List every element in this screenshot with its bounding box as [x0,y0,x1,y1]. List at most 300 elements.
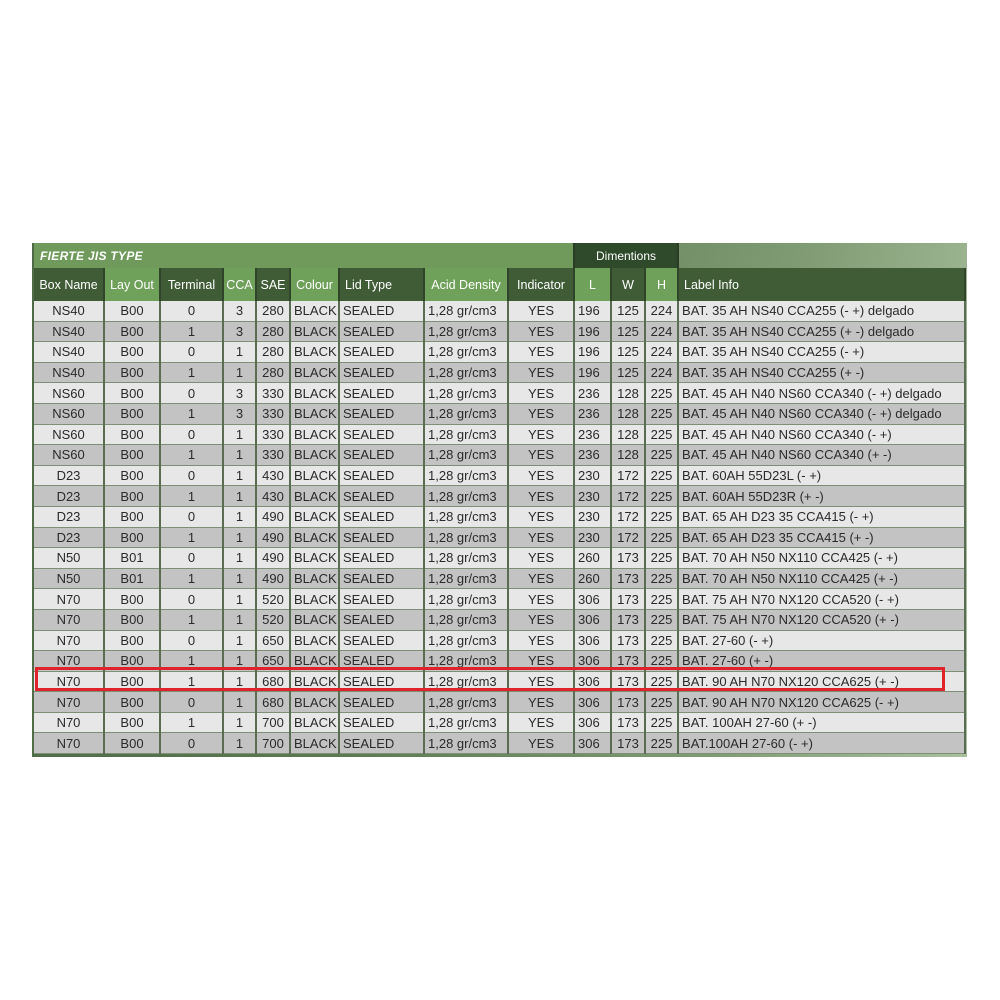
cell-colour: BLACK [290,609,339,630]
col-header-l: L [574,268,611,301]
table-row [34,506,965,527]
cell-height: 224 [645,362,678,383]
cell-acid-density: 1,28 gr/cm3 [424,321,508,342]
cell-lid-type: SEALED [339,486,424,507]
table-row [34,362,965,383]
cell-box-name: N70 [34,671,104,692]
cell-colour: BLACK [290,362,339,383]
cell-lid-type: SEALED [339,465,424,486]
cell-label-info: BAT. 75 AH N70 NX120 CCA520 (+ -) [678,609,965,630]
cell-sae: 700 [256,733,290,754]
cell-cca: 1 [223,692,256,713]
cell-box-name: N70 [34,733,104,754]
cell-lid-type: SEALED [339,506,424,527]
cell-acid-density: 1,28 gr/cm3 [424,733,508,754]
cell-acid-density: 1,28 gr/cm3 [424,445,508,466]
cell-label-info: BAT. 45 AH N40 NS60 CCA340 (- +) delgado [678,403,965,424]
cell-length: 236 [574,445,611,466]
cell-colour: BLACK [290,589,339,610]
cell-box-name: NS60 [34,383,104,404]
cell-indicator: YES [508,589,574,610]
cell-colour: BLACK [290,403,339,424]
cell-sae: 490 [256,527,290,548]
cell-width: 173 [611,630,645,651]
cell-length: 196 [574,362,611,383]
table-row [34,651,965,672]
cell-lay-out: B00 [104,712,160,733]
cell-colour: BLACK [290,712,339,733]
cell-box-name: D23 [34,486,104,507]
cell-cca: 1 [223,506,256,527]
cell-width: 172 [611,486,645,507]
cell-box-name: N70 [34,651,104,672]
cell-terminal: 0 [160,465,223,486]
cell-indicator: YES [508,486,574,507]
cell-acid-density: 1,28 gr/cm3 [424,671,508,692]
cell-width: 172 [611,527,645,548]
cell-height: 225 [645,527,678,548]
cell-colour: BLACK [290,465,339,486]
cell-sae: 680 [256,692,290,713]
cell-width: 128 [611,383,645,404]
cell-box-name: N70 [34,712,104,733]
table-row [34,321,965,342]
table-row [34,568,965,589]
cell-sae: 280 [256,342,290,363]
cell-box-name: N70 [34,630,104,651]
cell-indicator: YES [508,548,574,569]
cell-acid-density: 1,28 gr/cm3 [424,424,508,445]
cell-height: 225 [645,589,678,610]
cell-box-name: N50 [34,568,104,589]
cell-length: 196 [574,342,611,363]
cell-indicator: YES [508,692,574,713]
header-row [34,268,965,301]
cell-terminal: 0 [160,506,223,527]
cell-lid-type: SEALED [339,383,424,404]
cell-label-info: BAT. 60AH 55D23R (+ -) [678,486,965,507]
cell-width: 128 [611,445,645,466]
cell-acid-density: 1,28 gr/cm3 [424,486,508,507]
cell-length: 306 [574,630,611,651]
cell-lay-out: B00 [104,733,160,754]
cell-box-name: NS40 [34,362,104,383]
cell-colour: BLACK [290,445,339,466]
cell-length: 306 [574,712,611,733]
cell-width: 173 [611,671,645,692]
cell-lay-out: B00 [104,486,160,507]
col-header-label-info: Label Info [678,268,965,301]
cell-length: 230 [574,527,611,548]
cell-lid-type: SEALED [339,568,424,589]
cell-terminal: 1 [160,712,223,733]
cell-terminal: 0 [160,342,223,363]
cell-length: 196 [574,321,611,342]
cell-cca: 3 [223,321,256,342]
cell-colour: BLACK [290,671,339,692]
cell-terminal: 0 [160,383,223,404]
cell-acid-density: 1,28 gr/cm3 [424,630,508,651]
cell-cca: 1 [223,712,256,733]
table-row [34,342,965,363]
cell-lid-type: SEALED [339,362,424,383]
cell-lid-type: SEALED [339,301,424,321]
cell-lay-out: B00 [104,301,160,321]
cell-label-info: BAT. 60AH 55D23L (- +) [678,465,965,486]
cell-label-info: BAT. 35 AH NS40 CCA255 (- +) [678,342,965,363]
cell-colour: BLACK [290,692,339,713]
cell-cca: 1 [223,548,256,569]
cell-width: 128 [611,403,645,424]
cell-width: 125 [611,362,645,383]
cell-width: 173 [611,548,645,569]
table-row [34,548,965,569]
col-header-acid-density: Acid Density [424,268,508,301]
cell-colour: BLACK [290,568,339,589]
cell-height: 224 [645,321,678,342]
table-row [34,465,965,486]
cell-length: 230 [574,465,611,486]
cell-indicator: YES [508,321,574,342]
col-header-indicator: Indicator [508,268,574,301]
cell-sae: 330 [256,445,290,466]
cell-acid-density: 1,28 gr/cm3 [424,609,508,630]
battery-table [34,243,966,754]
cell-lay-out: B01 [104,548,160,569]
table-row [34,527,965,548]
cell-length: 260 [574,568,611,589]
col-header-box-name: Box Name [34,268,104,301]
cell-colour: BLACK [290,506,339,527]
cell-lid-type: SEALED [339,445,424,466]
cell-sae: 330 [256,424,290,445]
table-row [34,609,965,630]
cell-lid-type: SEALED [339,548,424,569]
cell-indicator: YES [508,301,574,321]
cell-label-info: BAT. 45 AH N40 NS60 CCA340 (+ -) [678,445,965,466]
cell-cca: 3 [223,301,256,321]
cell-label-info: BAT. 35 AH NS40 CCA255 (- +) delgado [678,301,965,321]
cell-colour: BLACK [290,548,339,569]
table-row [34,383,965,404]
cell-sae: 280 [256,301,290,321]
cell-cca: 3 [223,403,256,424]
cell-width: 125 [611,321,645,342]
cell-box-name: D23 [34,465,104,486]
cell-label-info: BAT. 35 AH NS40 CCA255 (+ -) delgado [678,321,965,342]
cell-indicator: YES [508,342,574,363]
cell-terminal: 0 [160,424,223,445]
cell-cca: 1 [223,630,256,651]
cell-box-name: NS40 [34,342,104,363]
col-header-colour: Colour [290,268,339,301]
cell-acid-density: 1,28 gr/cm3 [424,465,508,486]
cell-lay-out: B00 [104,403,160,424]
cell-lid-type: SEALED [339,424,424,445]
cell-width: 125 [611,301,645,321]
cell-height: 225 [645,506,678,527]
cell-length: 306 [574,651,611,672]
table-row [34,445,965,466]
table-row [34,301,965,321]
cell-length: 196 [574,301,611,321]
cell-indicator: YES [508,527,574,548]
cell-lay-out: B00 [104,362,160,383]
cell-sae: 330 [256,403,290,424]
cell-cca: 1 [223,527,256,548]
cell-height: 225 [645,692,678,713]
table-row [34,589,965,610]
cell-cca: 1 [223,651,256,672]
cell-width: 125 [611,342,645,363]
cell-acid-density: 1,28 gr/cm3 [424,651,508,672]
cell-height: 225 [645,609,678,630]
cell-cca: 1 [223,568,256,589]
cell-height: 225 [645,651,678,672]
cell-width: 173 [611,651,645,672]
cell-width: 173 [611,712,645,733]
cell-length: 230 [574,506,611,527]
cell-lid-type: SEALED [339,609,424,630]
cell-indicator: YES [508,568,574,589]
cell-label-info: BAT. 45 AH N40 NS60 CCA340 (- +) delgado [678,383,965,404]
cell-height: 225 [645,733,678,754]
cell-height: 225 [645,445,678,466]
cell-acid-density: 1,28 gr/cm3 [424,301,508,321]
cell-lid-type: SEALED [339,671,424,692]
cell-box-name: NS60 [34,403,104,424]
cell-indicator: YES [508,362,574,383]
cell-length: 236 [574,403,611,424]
cell-box-name: NS40 [34,321,104,342]
cell-indicator: YES [508,465,574,486]
col-header-lay-out: Lay Out [104,268,160,301]
cell-sae: 280 [256,362,290,383]
cell-colour: BLACK [290,301,339,321]
cell-box-name: D23 [34,527,104,548]
cell-label-info: BAT. 90 AH N70 NX120 CCA625 (+ -) [678,671,965,692]
cell-label-info: BAT. 65 AH D23 35 CCA415 (+ -) [678,527,965,548]
cell-sae: 430 [256,465,290,486]
cell-lid-type: SEALED [339,321,424,342]
title-row [34,243,965,268]
col-header-terminal: Terminal [160,268,223,301]
cell-box-name: NS40 [34,301,104,321]
cell-height: 224 [645,301,678,321]
cell-height: 224 [645,342,678,363]
cell-label-info: BAT. 70 AH N50 NX110 CCA425 (- +) [678,548,965,569]
cell-height: 225 [645,383,678,404]
cell-lid-type: SEALED [339,712,424,733]
cell-colour: BLACK [290,527,339,548]
cell-acid-density: 1,28 gr/cm3 [424,568,508,589]
cell-sae: 280 [256,321,290,342]
cell-cca: 1 [223,362,256,383]
cell-cca: 3 [223,383,256,404]
cell-lay-out: B00 [104,609,160,630]
dimentions-group-title: Dimentions [574,243,678,268]
cell-terminal: 1 [160,321,223,342]
cell-terminal: 1 [160,362,223,383]
table-row [34,671,965,692]
cell-indicator: YES [508,651,574,672]
cell-acid-density: 1,28 gr/cm3 [424,506,508,527]
cell-sae: 490 [256,506,290,527]
cell-height: 225 [645,548,678,569]
cell-length: 260 [574,548,611,569]
cell-box-name: N70 [34,589,104,610]
cell-acid-density: 1,28 gr/cm3 [424,383,508,404]
cell-box-name: N70 [34,609,104,630]
cell-box-name: NS60 [34,445,104,466]
cell-cca: 1 [223,342,256,363]
cell-acid-density: 1,28 gr/cm3 [424,589,508,610]
cell-terminal: 1 [160,445,223,466]
col-header-sae: SAE [256,268,290,301]
cell-indicator: YES [508,671,574,692]
cell-height: 225 [645,403,678,424]
cell-indicator: YES [508,403,574,424]
cell-length: 306 [574,609,611,630]
cell-label-info: BAT. 65 AH D23 35 CCA415 (- +) [678,506,965,527]
cell-lay-out: B00 [104,465,160,486]
table-row [34,712,965,733]
cell-label-info: BAT. 45 AH N40 NS60 CCA340 (- +) [678,424,965,445]
cell-terminal: 0 [160,692,223,713]
cell-acid-density: 1,28 gr/cm3 [424,712,508,733]
cell-lay-out: B00 [104,630,160,651]
cell-cca: 1 [223,445,256,466]
cell-indicator: YES [508,383,574,404]
cell-colour: BLACK [290,383,339,404]
cell-sae: 490 [256,548,290,569]
cell-label-info: BAT. 27-60 (+ -) [678,651,965,672]
cell-sae: 430 [256,486,290,507]
cell-colour: BLACK [290,630,339,651]
cell-cca: 1 [223,465,256,486]
cell-height: 225 [645,486,678,507]
cell-lay-out: B01 [104,568,160,589]
cell-sae: 700 [256,712,290,733]
cell-lid-type: SEALED [339,692,424,713]
cell-acid-density: 1,28 gr/cm3 [424,362,508,383]
cell-box-name: NS60 [34,424,104,445]
cell-cca: 1 [223,733,256,754]
cell-width: 173 [611,568,645,589]
cell-indicator: YES [508,630,574,651]
cell-lay-out: B00 [104,589,160,610]
cell-label-info: BAT. 27-60 (- +) [678,630,965,651]
cell-terminal: 1 [160,609,223,630]
cell-lay-out: B00 [104,527,160,548]
cell-height: 225 [645,568,678,589]
cell-terminal: 0 [160,548,223,569]
cell-height: 225 [645,465,678,486]
table-row [34,692,965,713]
cell-box-name: N70 [34,692,104,713]
cell-indicator: YES [508,445,574,466]
cell-acid-density: 1,28 gr/cm3 [424,342,508,363]
cell-height: 225 [645,424,678,445]
cell-lay-out: B00 [104,692,160,713]
table-row [34,424,965,445]
cell-cca: 1 [223,424,256,445]
cell-terminal: 0 [160,630,223,651]
title-blank [678,243,965,268]
cell-width: 173 [611,609,645,630]
cell-terminal: 1 [160,651,223,672]
cell-terminal: 1 [160,527,223,548]
cell-length: 236 [574,424,611,445]
table-row [34,630,965,651]
cell-indicator: YES [508,609,574,630]
cell-lid-type: SEALED [339,527,424,548]
cell-height: 225 [645,712,678,733]
cell-acid-density: 1,28 gr/cm3 [424,548,508,569]
cell-lay-out: B00 [104,383,160,404]
cell-label-info: BAT. 100AH 27-60 (+ -) [678,712,965,733]
cell-sae: 520 [256,609,290,630]
cell-width: 173 [611,733,645,754]
cell-terminal: 0 [160,589,223,610]
cell-lay-out: B00 [104,445,160,466]
cell-length: 230 [574,486,611,507]
cell-lid-type: SEALED [339,630,424,651]
cell-lay-out: B00 [104,342,160,363]
cell-colour: BLACK [290,733,339,754]
cell-sae: 520 [256,589,290,610]
cell-width: 128 [611,424,645,445]
cell-lid-type: SEALED [339,589,424,610]
cell-cca: 1 [223,589,256,610]
cell-acid-density: 1,28 gr/cm3 [424,403,508,424]
cell-box-name: D23 [34,506,104,527]
cell-terminal: 0 [160,301,223,321]
cell-length: 306 [574,589,611,610]
cell-indicator: YES [508,712,574,733]
cell-terminal: 1 [160,568,223,589]
cell-width: 173 [611,692,645,713]
cell-cca: 1 [223,609,256,630]
cell-sae: 490 [256,568,290,589]
cell-sae: 650 [256,651,290,672]
cell-lay-out: B00 [104,651,160,672]
table-row [34,486,965,507]
cell-length: 236 [574,383,611,404]
cell-cca: 1 [223,486,256,507]
cell-acid-density: 1,28 gr/cm3 [424,527,508,548]
table-row [34,733,965,754]
cell-label-info: BAT. 35 AH NS40 CCA255 (+ -) [678,362,965,383]
cell-width: 172 [611,506,645,527]
cell-lay-out: B00 [104,424,160,445]
cell-lay-out: B00 [104,506,160,527]
cell-label-info: BAT. 70 AH N50 NX110 CCA425 (+ -) [678,568,965,589]
col-header-cca: CCA [223,268,256,301]
cell-indicator: YES [508,733,574,754]
cell-indicator: YES [508,506,574,527]
col-header-lid-type: Lid Type [339,268,424,301]
cell-sae: 330 [256,383,290,404]
cell-box-name: N50 [34,548,104,569]
table-row [34,403,965,424]
table-title: FIERTE JIS TYPE [34,243,574,268]
cell-terminal: 0 [160,733,223,754]
cell-colour: BLACK [290,486,339,507]
cell-width: 173 [611,589,645,610]
col-header-h: H [645,268,678,301]
battery-spec-sheet [32,243,967,757]
